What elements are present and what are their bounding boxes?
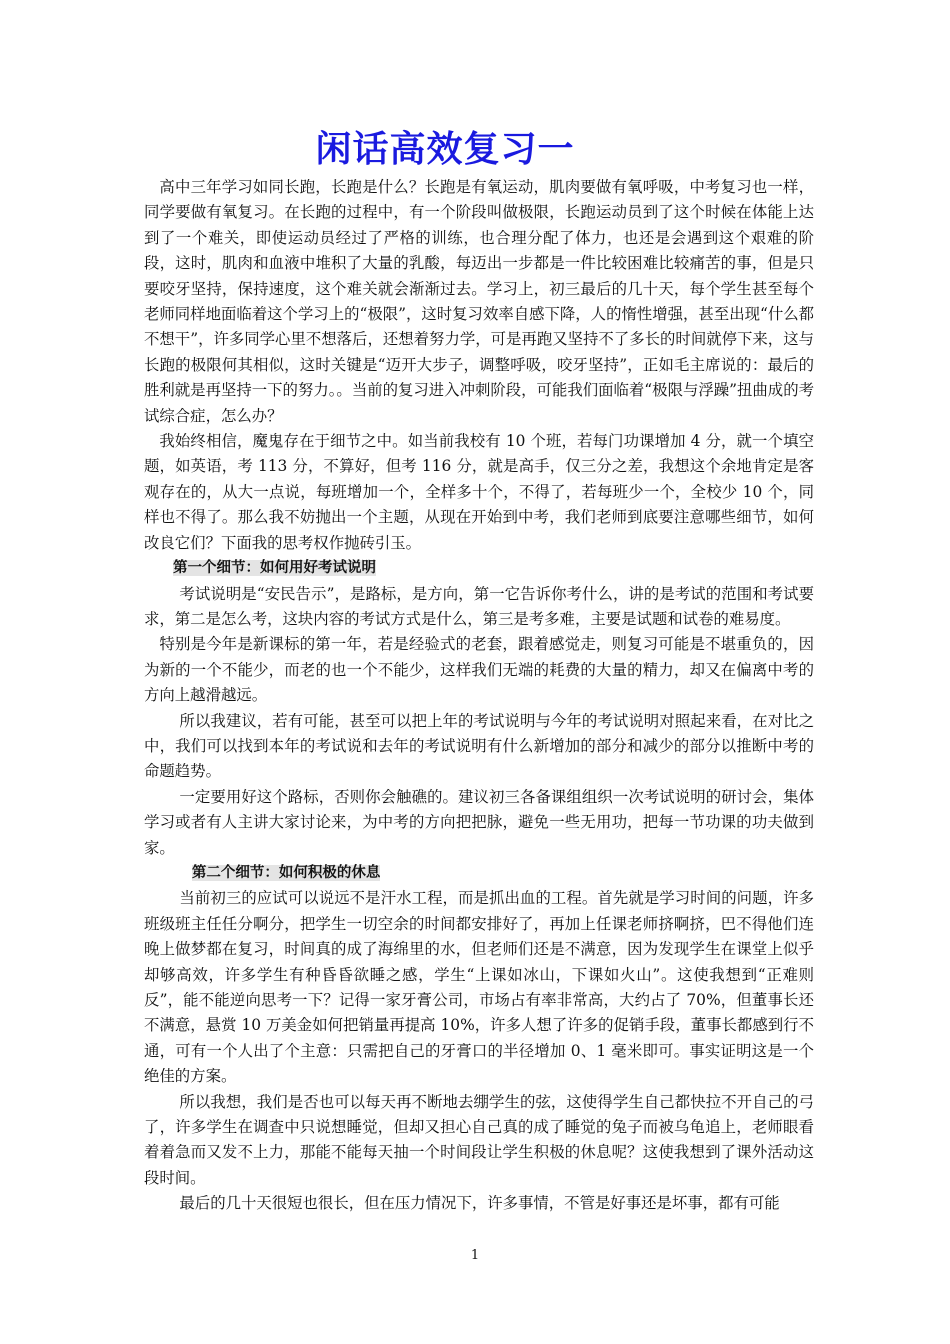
- section-heading-2: [144, 861, 814, 886]
- paragraph-new-curriculum: 特别是今年是新课标的第一年，若是经验式的老套，跟着感觉走，则复习可能是不堪重负的，因为新的一个不能少，而老的也一个不能少，这样我们无端的耗费的大量的精力，却又在偏离中考的方向上越滑越远。: [144, 635, 814, 705]
- section-heading-2-text: 第二个细节：如何积极的休息: [191, 864, 381, 881]
- document-title: 闲话高效复习一: [315, 129, 575, 170]
- paragraph-suggestion: 所以我建议，若有可能，甚至可以把上年的考试说明与今年的考试说明对照起来看，在对比之中，我们可以找到本年的考试说和去年的考试说明有什么新增加的部分和减少的部分以推断中考的命题趋势。: [144, 711, 814, 781]
- section-heading-1-text: 第一个细节：如何用好考试说明: [173, 560, 376, 577]
- section-heading-1: [144, 556, 814, 581]
- paragraph-exam-guide: 考试说明是“安民告示”，是路标，是方向，第一它告诉你考什么，讲的是考试的范围和考试要求，第二是怎么考，这块内容的考试方式是什么，第三是考多难，主要是试题和试卷的难易度。: [144, 584, 814, 628]
- paragraph-rest: 当前初三的应试可以说远不是汗水工程，而是抓出血的工程。首先就是学习时间的问题，许多班级班主任任分啊分，把学生一切空余的时间都安排好了，再加上任课老师挤啊挤，巴不得他们连晚上做梦都在复习，时间真的成了海绵里的水，但老师们还是不满意，因为发现学生在课堂上似乎却够高效，许多学生有种昏昏欲睡之感，学生“上课如冰山，下课如火山”。这使我想到“正难则反”，能不能逆向思考一下？记得一家牙膏公司，市场占有率非常高，大约占了 70%，但董事长还不满意，悬赏 10 万美金如何把销量再提高 10%，许多人想了许多的促销手段，董事长都感到行不通，可有一个人出了个主意：只需把自己的牙膏口的半径增加 0、1 毫米即可。事实证明这是一个绝佳的方案。: [144, 889, 814, 1086]
- page-number: 1: [470, 1248, 480, 1263]
- paragraph-details: 我始终相信，魔鬼存在于细节之中。如当前我校有 10 个班，若每门功课增加 4 分，就一个填空题，如英语，考 113 分，不算好，但考 116 分，就是高手，仅三分之差，我想这个余地肯定是客观存在的，从大一点说，每班增加一个，全样多十个，不得了，若每班少一个，全校少 10 个，同样也不得了。那么我不妨抛出一个主题，从现在开始到中考，我们老师到底要注意哪些细节，如何改良它们？下面我的思考权作抛砖引玉。: [144, 432, 814, 552]
- paragraph-active-rest: 所以我想，我们是否也可以每天再不断地去绷学生的弦，这使得学生自己都快拉不开自己的弓了，许多学生在调查中只说想睡觉，但却又担心自己真的成了睡觉的兔子而被乌龟追上，老师眼看着着急而又发不上力，那能不能每天抽一个时间段让学生积极的休息呢？这使我想到了课外活动这段时间。: [144, 1092, 814, 1187]
- paragraph-intro: 高中三年学习如同长跑，长跑是什么？长跑是有氧运动，肌肉要做有氧呼吸，中考复习也一样，同学要做有氧复习。在长跑的过程中，有一个阶段叫做极限，长跑运动员到了这个时候在体能上达到了一个难关，即使运动员经过了严格的训练，也合理分配了体力，也还是会遇到这个艰难的阶段，这时，肌肉和血液中堆积了大量的乳酸，每迈出一步都是一件比较困难比较痛苦的事，但是只要咬牙坚持，保持速度，这个难关就会渐渐过去。学习上，初三最后的几十天，每个学生甚至每个老师同样地面临着这个学习上的“极限”，这时复习效率自感下降，人的惰性增强，甚至出现“什么都不想干”，许多同学心里不想落后，还想着努力学，可是再跑又坚持不了多长的时间就停下来，这与长跑的极限何其相似，这时关键是“迈开大步子，调整呼吸，咬牙坚持”，正如毛主席说的：最后的胜利就是再坚持一下的努力。。当前的复习进入冲刺阶段，可能我们面临着“极限与浮躁”扭曲成的考试综合症，怎么办？: [144, 178, 815, 425]
- document-body: [144, 175, 814, 1217]
- paragraph-signpost: 一定要用好这个路标，否则你会触礁的。建议初三各备课组组织一次考试说明的研讨会，集体学习或者有人主讲大家讨论来，为中考的方向把把脉，避免一些无用功，把每一节功课的功夫做到家。: [144, 787, 814, 857]
- paragraph-final: 最后的几十天很短也很长，但在压力情况下，许多事情，不管是好事还是坏事，都有可能: [179, 1194, 780, 1213]
